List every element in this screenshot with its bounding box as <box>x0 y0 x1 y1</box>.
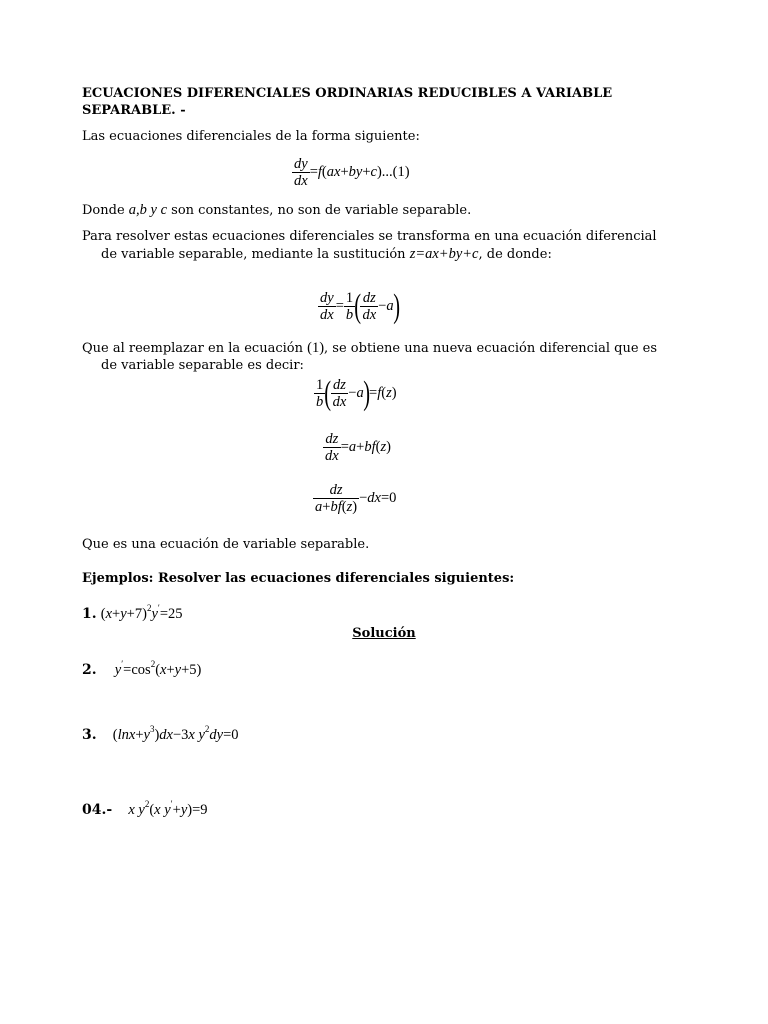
example-1 <box>82 603 183 623</box>
document-title <box>82 86 682 119</box>
example-number: 3. <box>82 727 97 743</box>
example-4 <box>82 799 208 819</box>
substitution-paragraph: Para resolver estas ecuaciones diferenciales se transforma en una ecuación diferencial de variable separable, mediante la sustitución z=ax+by+c, de donde: <box>82 229 657 262</box>
fraction-dy-dx: $\frac{dy}{dx}$ <box>294 156 308 189</box>
donde-paragraph: Donde a,b y c son constantes, no son de variable separable. <box>82 202 472 218</box>
conclusion-paragraph: Que es una ecuación de variable separable. <box>82 537 370 552</box>
examples-heading: Ejemplos: Resolver las ecuaciones diferenciales siguientes: <box>82 571 515 586</box>
equation-2: $\frac{dy}{dx}$ = $\frac{1}{b}$ ( $\frac{dz}{dx}$ −a) <box>320 287 400 325</box>
reemplazar-paragraph: Que al reemplazar en la ecuación (1), se obtiene una nueva ecuación diferencial que es de variable separable es decir: <box>82 340 658 373</box>
title-line-1: ECUACIONES DIFERENCIALES ORDINARIAS REDUCIBLES A VARIABLE <box>82 86 613 101</box>
constants: a,b y c <box>128 202 168 218</box>
example-equation: $y'=\cos^2(x+y+5)$ <box>114 659 202 678</box>
equation-5: $\frac{dz}{a+bf(z)}$ −dx=0 <box>315 482 397 515</box>
equation-reference: (1) <box>307 340 325 356</box>
example-equation: $(\ln x+y^3)dx-3x$ $y^2dy=0$ <box>112 724 239 743</box>
equation-4: $\frac{dz}{dx}$ =a+bf(z) <box>325 431 391 464</box>
substitution: z=ax+by+c <box>409 245 479 262</box>
example-number: 04.- <box>82 802 113 818</box>
example-3 <box>82 724 239 744</box>
example-equation: $(x+y+7)^2y'=25$ <box>100 603 183 622</box>
equation-1: $\frac{dy}{dx}$ =f(ax+by+c)...(1) <box>294 156 410 189</box>
equation-3: $\frac{1}{b}$ ( $\frac{dz}{dx}$ −a)=f(z) <box>316 374 397 412</box>
solution-label: Solución <box>352 626 416 641</box>
intro-paragraph: Las ecuaciones diferenciales de la forma siguiente: <box>82 129 420 144</box>
example-number: 1. <box>82 606 97 622</box>
example-equation: x $y^2(x$ y′+y)=9 <box>128 799 208 818</box>
title-line-2: SEPARABLE. - <box>82 102 186 118</box>
example-number: 2. <box>82 662 97 678</box>
example-2 <box>82 659 202 679</box>
